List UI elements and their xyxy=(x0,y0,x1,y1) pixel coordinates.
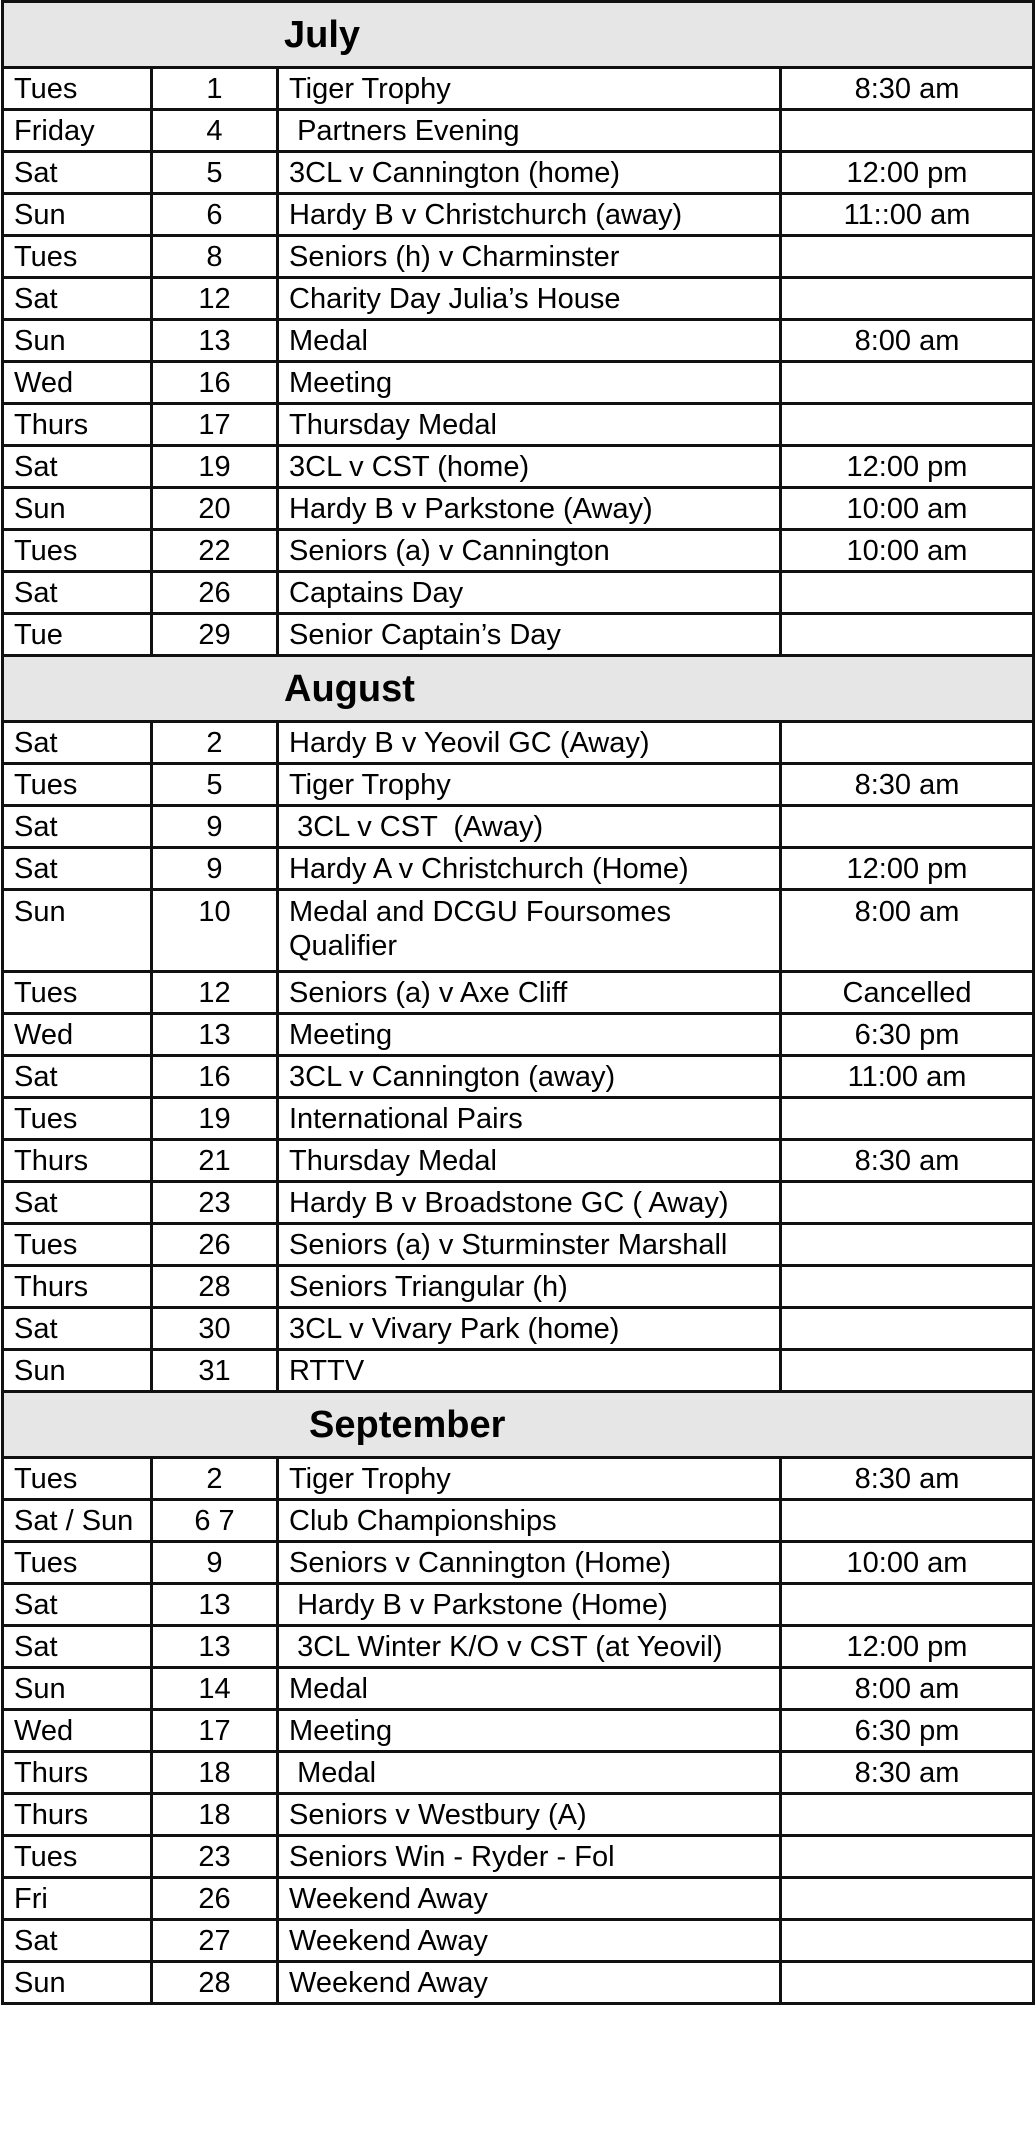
fixture-time xyxy=(781,806,1034,848)
fixture-date: 16 xyxy=(152,1056,278,1098)
fixture-date: 26 xyxy=(152,1224,278,1266)
fixture-time xyxy=(781,1878,1034,1920)
month-header xyxy=(3,656,1034,722)
fixture-date: 6 7 xyxy=(152,1500,278,1542)
fixture-row xyxy=(3,1752,1034,1794)
fixture-time xyxy=(781,614,1034,656)
fixture-date: 13 xyxy=(152,1014,278,1056)
fixture-time xyxy=(781,572,1034,614)
fixture-date: 19 xyxy=(152,1098,278,1140)
fixture-date: 14 xyxy=(152,1668,278,1710)
fixture-time xyxy=(781,404,1034,446)
fixture-event: Seniors (a) v Sturminster Marshall xyxy=(278,1224,781,1266)
fixture-date: 13 xyxy=(152,1626,278,1668)
fixture-row xyxy=(3,488,1034,530)
fixture-day: Sat xyxy=(3,1056,152,1098)
fixture-row xyxy=(3,1182,1034,1224)
fixture-date: 29 xyxy=(152,614,278,656)
fixture-time: 6:30 pm xyxy=(781,1014,1034,1056)
fixture-event: Medal xyxy=(278,1752,781,1794)
fixture-time xyxy=(781,1224,1034,1266)
fixture-row xyxy=(3,446,1034,488)
fixture-time: 8:30 am xyxy=(781,68,1034,110)
fixture-date: 31 xyxy=(152,1350,278,1392)
fixture-event: Hardy B v Parkstone (Home) xyxy=(278,1584,781,1626)
fixture-day: Sat xyxy=(3,152,152,194)
fixture-row xyxy=(3,1878,1034,1920)
fixture-row xyxy=(3,152,1034,194)
fixture-time: 8:30 am xyxy=(781,1458,1034,1500)
fixture-day: Thurs xyxy=(3,1140,152,1182)
fixture-day: Sun xyxy=(3,890,152,972)
fixture-event: Seniors (h) v Charminster xyxy=(278,236,781,278)
fixture-event: Hardy B v Christchurch (away) xyxy=(278,194,781,236)
fixture-date: 23 xyxy=(152,1182,278,1224)
fixture-row xyxy=(3,1308,1034,1350)
fixture-event: Medal xyxy=(278,320,781,362)
fixture-time xyxy=(781,1098,1034,1140)
fixture-event: International Pairs xyxy=(278,1098,781,1140)
fixture-time xyxy=(781,1920,1034,1962)
fixture-date: 27 xyxy=(152,1920,278,1962)
fixture-time xyxy=(781,1266,1034,1308)
fixture-date: 13 xyxy=(152,320,278,362)
fixture-time: 10:00 am xyxy=(781,530,1034,572)
fixture-day: Sat xyxy=(3,848,152,890)
fixture-day: Sat xyxy=(3,572,152,614)
fixture-date: 18 xyxy=(152,1752,278,1794)
fixture-row xyxy=(3,1350,1034,1392)
fixture-day: Tues xyxy=(3,1836,152,1878)
fixture-row xyxy=(3,1140,1034,1182)
fixture-event: 3CL v Cannington (away) xyxy=(278,1056,781,1098)
fixture-day: Tue xyxy=(3,614,152,656)
fixture-date: 12 xyxy=(152,278,278,320)
fixture-row xyxy=(3,1014,1034,1056)
fixture-row xyxy=(3,1920,1034,1962)
fixture-time xyxy=(781,1584,1034,1626)
fixture-day: Tues xyxy=(3,1098,152,1140)
fixture-time: Cancelled xyxy=(781,972,1034,1014)
fixture-row xyxy=(3,110,1034,152)
fixture-day: Sat xyxy=(3,806,152,848)
fixture-day: Wed xyxy=(3,1710,152,1752)
fixture-time: 8:30 am xyxy=(781,764,1034,806)
fixture-row xyxy=(3,320,1034,362)
fixtures-table xyxy=(1,0,1035,2005)
fixture-row xyxy=(3,68,1034,110)
fixture-day: Friday xyxy=(3,110,152,152)
fixture-event: Thursday Medal xyxy=(278,1140,781,1182)
fixture-date: 9 xyxy=(152,848,278,890)
fixture-day: Wed xyxy=(3,1014,152,1056)
fixture-day: Thurs xyxy=(3,404,152,446)
fixture-row xyxy=(3,404,1034,446)
fixture-row xyxy=(3,530,1034,572)
fixture-date: 6 xyxy=(152,194,278,236)
fixture-day: Tues xyxy=(3,972,152,1014)
fixture-date: 18 xyxy=(152,1794,278,1836)
fixture-day: Sun xyxy=(3,1962,152,2004)
fixture-row xyxy=(3,806,1034,848)
month-header-cell xyxy=(3,656,1034,722)
fixture-event: Seniors v Westbury (A) xyxy=(278,1794,781,1836)
fixture-event: Seniors Win - Ryder - Fol xyxy=(278,1836,781,1878)
fixture-day: Sat xyxy=(3,1182,152,1224)
fixture-day: Sat xyxy=(3,1308,152,1350)
fixture-event: Hardy B v Broadstone GC ( Away) xyxy=(278,1182,781,1224)
fixture-date: 5 xyxy=(152,764,278,806)
fixture-day: Tues xyxy=(3,1224,152,1266)
fixture-day: Thurs xyxy=(3,1794,152,1836)
month-title: August xyxy=(284,667,415,710)
fixture-date: 23 xyxy=(152,1836,278,1878)
fixture-event: Medal and DCGU Foursomes Qualifier xyxy=(278,890,781,972)
fixture-event: Tiger Trophy xyxy=(278,68,781,110)
fixture-row xyxy=(3,236,1034,278)
fixture-day: Sun xyxy=(3,194,152,236)
fixture-date: 16 xyxy=(152,362,278,404)
fixture-row xyxy=(3,1962,1034,2004)
fixture-event: Senior Captain’s Day xyxy=(278,614,781,656)
fixture-time xyxy=(781,722,1034,764)
fixture-day: Tues xyxy=(3,530,152,572)
fixture-day: Sat xyxy=(3,722,152,764)
fixture-day: Thurs xyxy=(3,1266,152,1308)
fixture-date: 9 xyxy=(152,806,278,848)
fixture-date: 9 xyxy=(152,1542,278,1584)
fixture-day: Sun xyxy=(3,1668,152,1710)
fixture-row xyxy=(3,722,1034,764)
fixture-day: Sun xyxy=(3,488,152,530)
fixture-event: Seniors Triangular (h) xyxy=(278,1266,781,1308)
fixture-row xyxy=(3,278,1034,320)
fixture-date: 17 xyxy=(152,404,278,446)
fixture-event: 3CL v Vivary Park (home) xyxy=(278,1308,781,1350)
fixture-row xyxy=(3,972,1034,1014)
fixture-event: Seniors (a) v Cannington xyxy=(278,530,781,572)
fixture-day: Sat xyxy=(3,1920,152,1962)
fixture-day: Tues xyxy=(3,1458,152,1500)
fixture-time: 6:30 pm xyxy=(781,1710,1034,1752)
fixture-time: 10:00 am xyxy=(781,488,1034,530)
fixture-event: Hardy A v Christchurch (Home) xyxy=(278,848,781,890)
fixture-date: 26 xyxy=(152,1878,278,1920)
fixture-event: Tiger Trophy xyxy=(278,1458,781,1500)
fixture-row xyxy=(3,1710,1034,1752)
fixture-event: Thursday Medal xyxy=(278,404,781,446)
fixture-date: 26 xyxy=(152,572,278,614)
fixture-time xyxy=(781,1500,1034,1542)
fixture-row xyxy=(3,1098,1034,1140)
fixture-event: Partners Evening xyxy=(278,110,781,152)
fixture-time: 12:00 pm xyxy=(781,446,1034,488)
fixture-event: Meeting xyxy=(278,1014,781,1056)
fixture-event: 3CL Winter K/O v CST (at Yeovil) xyxy=(278,1626,781,1668)
fixture-row xyxy=(3,1266,1034,1308)
fixture-event: Charity Day Julia’s House xyxy=(278,278,781,320)
fixture-time: 11:00 am xyxy=(781,1056,1034,1098)
fixture-event: RTTV xyxy=(278,1350,781,1392)
fixture-time xyxy=(781,1182,1034,1224)
month-header-cell xyxy=(3,2,1034,68)
fixture-day: Fri xyxy=(3,1878,152,1920)
fixture-event: 3CL v CST (home) xyxy=(278,446,781,488)
fixture-date: 2 xyxy=(152,722,278,764)
fixture-event: Weekend Away xyxy=(278,1962,781,2004)
fixture-date: 22 xyxy=(152,530,278,572)
fixture-day: Tues xyxy=(3,236,152,278)
fixture-time: 8:30 am xyxy=(781,1140,1034,1182)
fixture-row xyxy=(3,572,1034,614)
fixture-time xyxy=(781,1794,1034,1836)
fixture-row xyxy=(3,1584,1034,1626)
fixture-event: Hardy B v Yeovil GC (Away) xyxy=(278,722,781,764)
fixture-date: 20 xyxy=(152,488,278,530)
fixture-event: Medal xyxy=(278,1668,781,1710)
fixture-date: 2 xyxy=(152,1458,278,1500)
fixture-day: Tues xyxy=(3,68,152,110)
fixture-event: Meeting xyxy=(278,362,781,404)
fixture-row xyxy=(3,194,1034,236)
fixture-date: 13 xyxy=(152,1584,278,1626)
fixture-row xyxy=(3,614,1034,656)
fixture-row xyxy=(3,1458,1034,1500)
fixture-time: 11::00 am xyxy=(781,194,1034,236)
fixture-row xyxy=(3,1500,1034,1542)
fixture-date: 21 xyxy=(152,1140,278,1182)
fixture-row xyxy=(3,1626,1034,1668)
fixture-time xyxy=(781,1962,1034,2004)
fixture-date: 19 xyxy=(152,446,278,488)
month-header xyxy=(3,2,1034,68)
fixture-day: Thurs xyxy=(3,1752,152,1794)
fixture-day: Sat xyxy=(3,446,152,488)
fixture-event: 3CL v Cannington (home) xyxy=(278,152,781,194)
fixture-time: 12:00 pm xyxy=(781,1626,1034,1668)
fixture-date: 17 xyxy=(152,1710,278,1752)
fixture-time: 12:00 pm xyxy=(781,152,1034,194)
fixture-day: Sat / Sun xyxy=(3,1500,152,1542)
fixture-time: 10:00 am xyxy=(781,1542,1034,1584)
fixture-date: 8 xyxy=(152,236,278,278)
fixture-row xyxy=(3,1836,1034,1878)
fixture-day: Sat xyxy=(3,278,152,320)
fixture-day: Sat xyxy=(3,1626,152,1668)
fixture-row xyxy=(3,764,1034,806)
fixture-event: Meeting xyxy=(278,1710,781,1752)
fixture-row xyxy=(3,1542,1034,1584)
fixture-event: Seniors (a) v Axe Cliff xyxy=(278,972,781,1014)
month-header-cell xyxy=(3,1392,1034,1458)
fixture-time xyxy=(781,110,1034,152)
fixture-day: Sun xyxy=(3,1350,152,1392)
fixture-time: 12:00 pm xyxy=(781,848,1034,890)
fixture-event: 3CL v CST (Away) xyxy=(278,806,781,848)
fixture-time xyxy=(781,1836,1034,1878)
fixture-date: 28 xyxy=(152,1266,278,1308)
fixture-event: Seniors v Cannington (Home) xyxy=(278,1542,781,1584)
fixture-time xyxy=(781,236,1034,278)
fixture-event: Hardy B v Parkstone (Away) xyxy=(278,488,781,530)
fixture-row xyxy=(3,1056,1034,1098)
month-header xyxy=(3,1392,1034,1458)
fixture-time: 8:00 am xyxy=(781,890,1034,972)
fixture-event: Club Championships xyxy=(278,1500,781,1542)
fixture-time xyxy=(781,1350,1034,1392)
fixture-day: Sun xyxy=(3,320,152,362)
month-title: September xyxy=(309,1403,506,1446)
fixture-date: 10 xyxy=(152,890,278,972)
fixture-date: 30 xyxy=(152,1308,278,1350)
fixture-day: Sat xyxy=(3,1584,152,1626)
month-title: July xyxy=(284,13,361,56)
fixture-time: 8:00 am xyxy=(781,1668,1034,1710)
fixture-date: 12 xyxy=(152,972,278,1014)
fixture-day: Tues xyxy=(3,1542,152,1584)
fixture-day: Tues xyxy=(3,764,152,806)
fixture-time xyxy=(781,1308,1034,1350)
fixture-row xyxy=(3,1224,1034,1266)
fixture-date: 1 xyxy=(152,68,278,110)
fixture-date: 5 xyxy=(152,152,278,194)
fixture-day: Wed xyxy=(3,362,152,404)
fixture-row xyxy=(3,362,1034,404)
fixture-row xyxy=(3,1668,1034,1710)
fixture-time: 8:00 am xyxy=(781,320,1034,362)
fixture-row xyxy=(3,890,1034,972)
fixture-date: 28 xyxy=(152,1962,278,2004)
fixture-date: 4 xyxy=(152,110,278,152)
fixture-time xyxy=(781,278,1034,320)
fixture-event: Tiger Trophy xyxy=(278,764,781,806)
fixture-event: Weekend Away xyxy=(278,1878,781,1920)
fixture-time xyxy=(781,362,1034,404)
fixture-event: Weekend Away xyxy=(278,1920,781,1962)
fixture-event: Captains Day xyxy=(278,572,781,614)
fixture-row xyxy=(3,1794,1034,1836)
fixture-time: 8:30 am xyxy=(781,1752,1034,1794)
fixture-row xyxy=(3,848,1034,890)
